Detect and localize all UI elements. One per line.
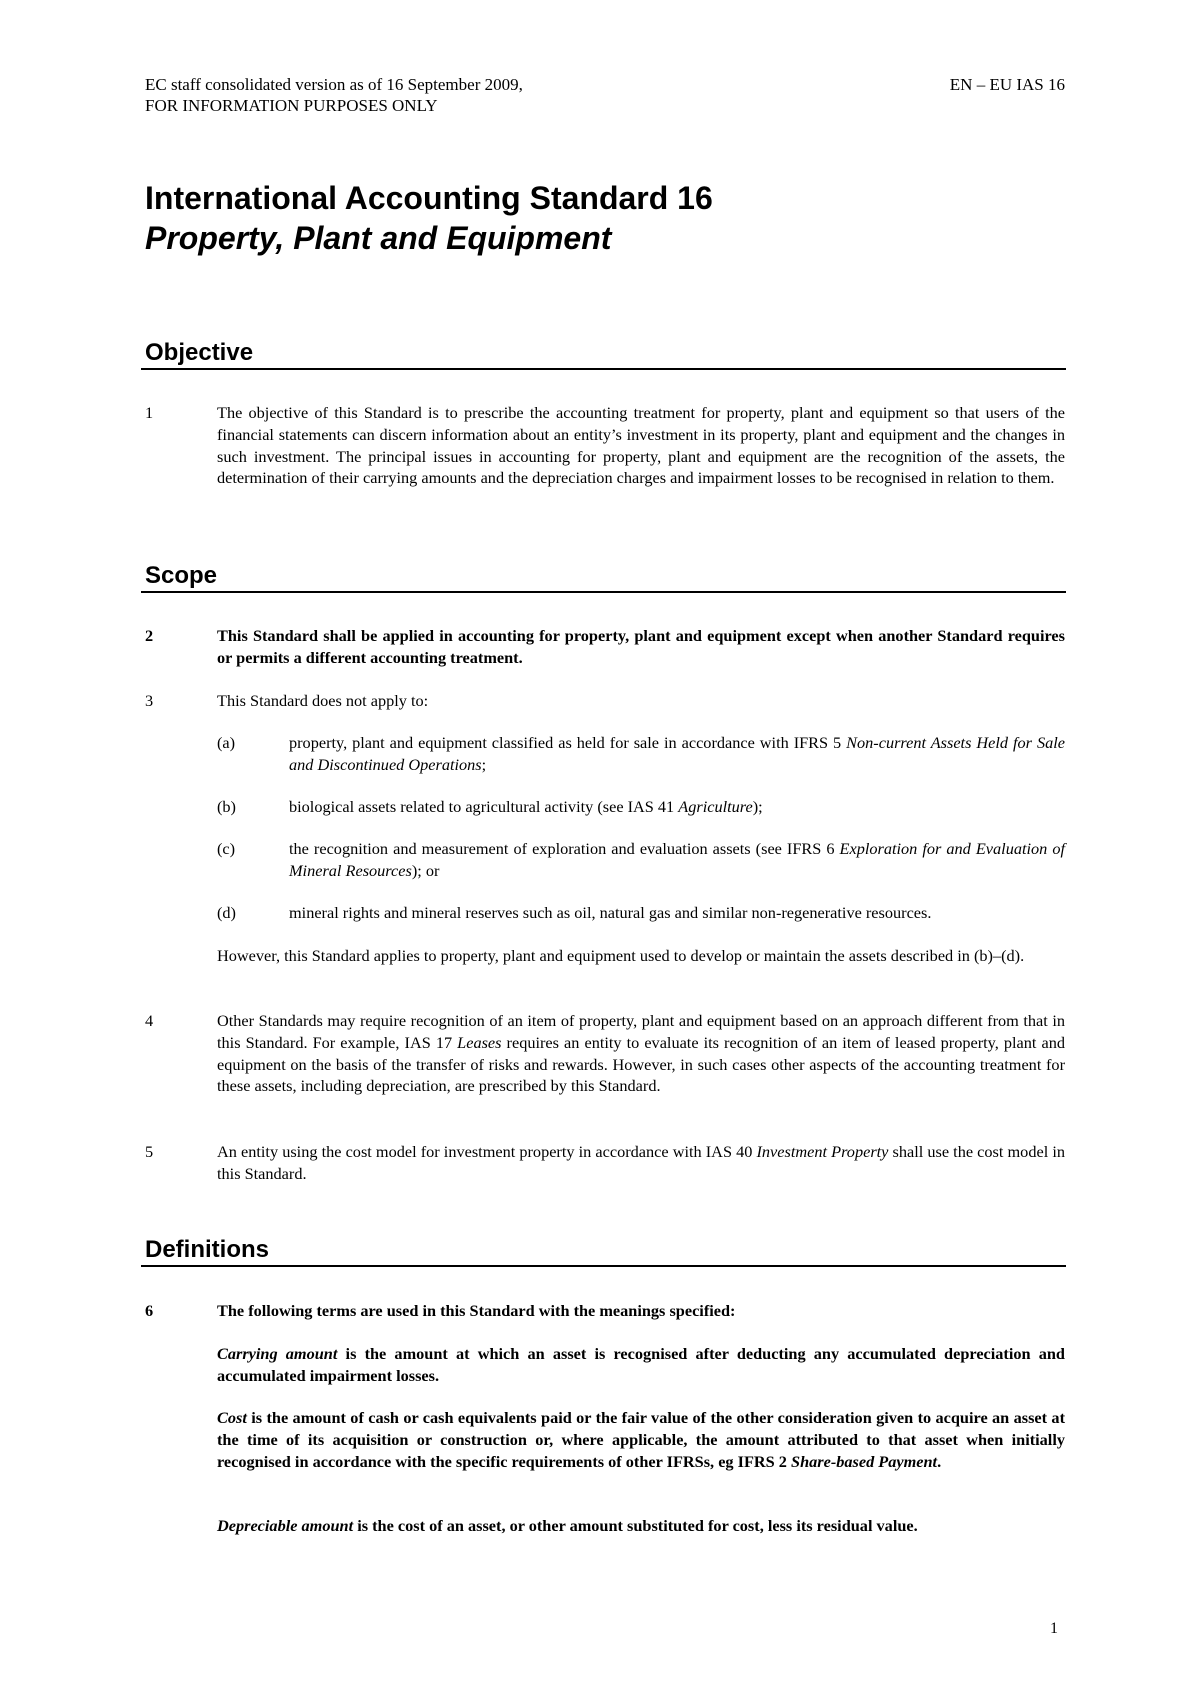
- cited-standard-title: Investment Property: [756, 1142, 889, 1161]
- document-title: International Accounting Standard 16: [145, 180, 713, 216]
- cited-standard-title: Leases: [457, 1032, 502, 1052]
- section-heading-scope: Scope: [141, 562, 1066, 593]
- header-purpose-line: FOR INFORMATION PURPOSES ONLY: [145, 96, 438, 115]
- paragraph-number: 1: [145, 403, 154, 422]
- paragraph-text: An entity using the cost model for investment property in accordance with IAS 40 Investment Property shall use the cost model in this Standard.: [217, 1142, 1065, 1183]
- section-heading-objective: Objective: [141, 339, 1066, 370]
- defined-term: Cost: [217, 1408, 247, 1427]
- document-subtitle: Property, Plant and Equipment: [145, 220, 612, 256]
- list-item-label: (a): [217, 733, 236, 752]
- definition-depreciable-amount: Depreciable amount is the cost of an asset, or other amount substituted for cost, less its residual value.: [217, 1516, 918, 1535]
- paragraph-number: 3: [145, 691, 154, 710]
- paragraph-text: The following terms are used in this Standard with the meanings specified:: [217, 1301, 736, 1320]
- list-item-text: mineral rights and mineral reserves such as oil, natural gas and similar non-regenerative resources.: [289, 903, 932, 922]
- definition-cost: Cost is the amount of cash or cash equivalents paid or the fair value of the other consideration given to acquire an asset at the time of its acquisition or construction or, where applicable, the amount attributed to that asset when initially recognised in accordance with the specific requirements of other IFRSs, eg IFRS 2 Share-based Payment.: [217, 1408, 1065, 1471]
- paragraph-text: Other Standards may require recognition of an item of property, plant and equipment based on an approach different from that in this Standard. For example, IAS 17 Leases requires an entity to evaluate its recognition of an item of leased property, plant and equipment on the basis of the transfer of risks and rewards. However, in such cases other aspects of the accounting treatment for these assets, including depreciation, are prescribed by this Standard.: [217, 1011, 1065, 1096]
- list-item-label: (c): [217, 839, 236, 858]
- paragraph-text: The objective of this Standard is to prescribe the accounting treatment for property, plant and equipment so that users of the financial statements can discern information about an entity’s investment in its property, plant and equipment and the changes in such investment. The principal issues in accounting for property, plant and equipment are the recognition of the assets, the determination of their carrying amounts and the depreciation charges and impairment losses to be recognised in relation to them.: [217, 403, 1065, 488]
- cited-standard-title: Agriculture: [678, 797, 753, 816]
- list-item-text: biological assets related to agricultural activity (see IAS 41 Agriculture);: [289, 797, 763, 816]
- header-left: [145, 74, 523, 116]
- list-item-text: property, plant and equipment classified as held for sale in accordance with IFRS 5 Non-current Assets Held for Sale and Discontinued Operations;: [289, 733, 1065, 774]
- header-version-line: EC staff consolidated version as of 16 September 2009,: [145, 75, 523, 94]
- paragraph-text: This Standard does not apply to:: [217, 691, 429, 710]
- definition-carrying-amount: Carrying amount is the amount at which an asset is recognised after deducting any accumulated depreciation and accumulated impairment losses.: [217, 1344, 1065, 1385]
- paragraph-number: 6: [145, 1301, 154, 1320]
- paragraph-number: 4: [145, 1011, 154, 1030]
- paragraph-text: However, this Standard applies to property, plant and equipment used to develop or maintain the assets described in (b)–(d).: [217, 946, 1025, 965]
- list-item-label: (b): [217, 797, 236, 816]
- list-item-label: (d): [217, 903, 236, 922]
- section-heading-definitions: Definitions: [141, 1236, 1066, 1267]
- cited-standard-title: Exploration for and Evaluation of Mineral Resources: [289, 839, 1066, 880]
- page-number: 1: [1050, 1620, 1058, 1637]
- paragraph-text: This Standard shall be applied in accounting for property, plant and equipment except when another Standard requires or permits a different accounting treatment.: [217, 626, 1065, 667]
- paragraph-number: 2: [145, 626, 154, 645]
- cited-standard-title: Share-based Payment: [791, 1451, 938, 1471]
- defined-term: Carrying amount: [217, 1344, 338, 1363]
- list-item-text: the recognition and measurement of exploration and evaluation assets (see IFRS 6 Exploration for and Evaluation of Mineral Resources); or: [289, 839, 1066, 880]
- paragraph-number: 5: [145, 1142, 154, 1161]
- defined-term: Depreciable amount: [217, 1516, 354, 1535]
- cited-standard-title: Non-current Assets Held for Sale and Discontinued Operations: [289, 733, 1065, 774]
- header-standard-id: EN – EU IAS 16: [949, 75, 1065, 94]
